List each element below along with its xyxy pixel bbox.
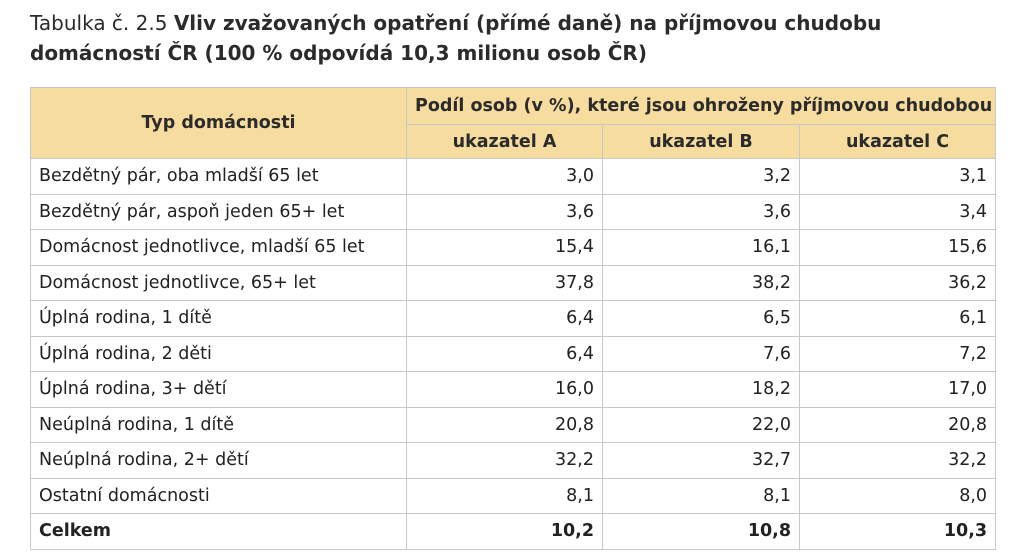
caption-title: Vliv zvažovaných opatření (přímé daně) na příjmovou chudobu domácností ČR (100 % odpovídá 10,3 milionu osob ČR) [30,11,882,65]
total-label: Celkem [31,514,407,550]
table-caption [30,8,1000,68]
value-b: 8,1 [603,478,800,514]
header-indicator-c: ukazatel C [800,125,996,159]
value-c: 20,8 [800,407,996,443]
header-indicator-a: ukazatel A [407,125,603,159]
row-label: Domácnost jednotlivce, 65+ let [31,265,407,301]
value-b: 38,2 [603,265,800,301]
value-c: 17,0 [800,372,996,408]
row-label: Úplná rodina, 3+ dětí [31,372,407,408]
row-label: Bezdětný pár, oba mladší 65 let [31,159,407,195]
value-a: 20,8 [407,407,603,443]
value-a: 37,8 [407,265,603,301]
table-row [31,194,996,230]
table-row [31,478,996,514]
header-indicator-b: ukazatel B [603,125,800,159]
value-c: 8,0 [800,478,996,514]
table-row [31,443,996,479]
value-c: 15,6 [800,230,996,266]
table-row [31,407,996,443]
value-a: 6,4 [407,336,603,372]
value-b: 18,2 [603,372,800,408]
header-household-type: Typ domácnosti [31,88,407,159]
row-label: Neúplná rodina, 1 dítě [31,407,407,443]
value-a: 6,4 [407,301,603,337]
value-b: 7,6 [603,336,800,372]
row-label: Domácnost jednotlivce, mladší 65 let [31,230,407,266]
table-row [31,336,996,372]
row-label: Ostatní domácnosti [31,478,407,514]
value-b: 32,7 [603,443,800,479]
value-a: 3,0 [407,159,603,195]
value-b: 3,2 [603,159,800,195]
caption-prefix: Tabulka č. 2.5 [30,11,174,35]
value-a: 16,0 [407,372,603,408]
total-value-b: 10,8 [603,514,800,550]
value-c: 7,2 [800,336,996,372]
table-row [31,301,996,337]
row-label: Úplná rodina, 1 dítě [31,301,407,337]
table-row [31,265,996,301]
value-c: 3,4 [800,194,996,230]
value-b: 6,5 [603,301,800,337]
value-c: 32,2 [800,443,996,479]
value-b: 16,1 [603,230,800,266]
table-row [31,230,996,266]
total-value-a: 10,2 [407,514,603,550]
table-header [31,88,996,159]
row-label: Úplná rodina, 2 děti [31,336,407,372]
value-b: 22,0 [603,407,800,443]
value-c: 6,1 [800,301,996,337]
value-b: 3,6 [603,194,800,230]
poverty-table [30,87,996,550]
total-value-c: 10,3 [800,514,996,550]
table-row [31,159,996,195]
value-a: 8,1 [407,478,603,514]
value-c: 36,2 [800,265,996,301]
value-c: 3,1 [800,159,996,195]
row-label: Bezdětný pár, aspoň jeden 65+ let [31,194,407,230]
value-a: 32,2 [407,443,603,479]
row-label: Neúplná rodina, 2+ dětí [31,443,407,479]
table-row [31,372,996,408]
value-a: 3,6 [407,194,603,230]
value-a: 15,4 [407,230,603,266]
total-row [31,514,996,550]
header-group: Podíl osob (v %), které jsou ohroženy příjmovou chudobou [407,88,996,125]
